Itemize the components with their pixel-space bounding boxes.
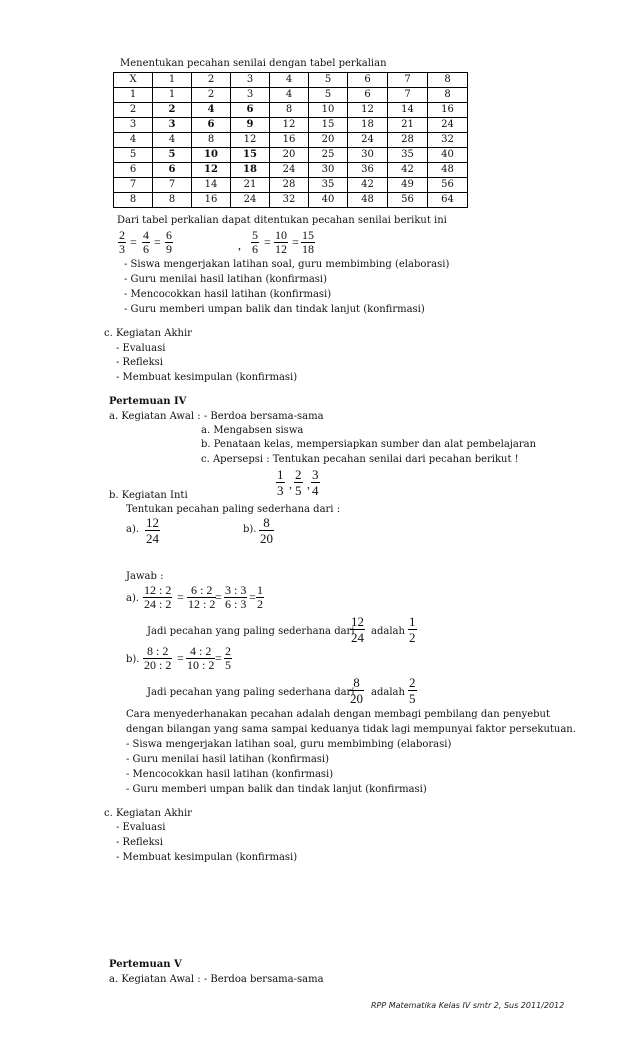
explanation-line: Cara menyederhanakan pecahan adalah dengan membagi pembilang dan penyebut <box>126 709 551 720</box>
activity-item: - Guru memberi umpan balik dan tindak lanjut (konfirmasi) <box>126 784 427 795</box>
answer-b-from: $\frac{8}{20}$ <box>350 675 363 706</box>
table-cell: 56 <box>388 193 428 208</box>
table-row <box>114 118 468 133</box>
table-cell: 12 <box>270 118 309 133</box>
table-cell: 3 <box>114 118 153 133</box>
table-cell: 32 <box>428 133 468 148</box>
table-cell: 36 <box>348 163 388 178</box>
table-cell: 5 <box>309 88 348 103</box>
table-row <box>114 73 468 88</box>
table-cell: 24 <box>270 163 309 178</box>
adalah-label: adalah <box>371 626 405 637</box>
table-cell: 8 <box>114 193 153 208</box>
table-cell: 2 <box>153 103 192 118</box>
table-cell: 4 <box>192 103 231 118</box>
table-row <box>114 163 468 178</box>
table-cell: 7 <box>153 178 192 193</box>
equals-sign: = <box>215 651 222 665</box>
equals-sign: = <box>249 590 256 604</box>
table-cell: 48 <box>348 193 388 208</box>
table-cell: 40 <box>428 148 468 163</box>
table-cell: 15 <box>309 118 348 133</box>
activity-item: - Guru menilai hasil latihan (konfirmasi) <box>126 754 330 765</box>
table-cell: 18 <box>231 163 270 178</box>
table-row <box>114 178 468 193</box>
table-cell: 6 <box>192 118 231 133</box>
table-cell: 4 <box>270 73 309 88</box>
apersepsi-frac2: $\frac{2}{5}$ <box>295 467 302 498</box>
section-heading: c. Kegiatan Akhir <box>104 328 192 339</box>
table-cell: 2 <box>192 73 231 88</box>
list-item: - Refleksi <box>116 357 163 368</box>
question-b-frac: $\frac{8}{20}$ <box>260 515 273 546</box>
list-item: - Membuat kesimpulan (konfirmasi) <box>116 372 298 383</box>
table-cell: 5 <box>153 148 192 163</box>
table-cell: 16 <box>192 193 231 208</box>
list-item: a. Mengabsen siswa <box>201 425 304 436</box>
table-cell: 4 <box>270 88 309 103</box>
equiv2-frac2: $\frac{10}{12}$ <box>275 228 287 256</box>
table-cell: 8 <box>153 193 192 208</box>
table-cell: 9 <box>231 118 270 133</box>
equals-sign: = <box>130 235 137 249</box>
table-row <box>114 103 468 118</box>
table-cell: 8 <box>270 103 309 118</box>
table-row <box>114 148 468 163</box>
answer-a-from: $\frac{12}{24}$ <box>351 614 364 645</box>
equals-sign: = <box>177 651 184 665</box>
table-row <box>114 133 468 148</box>
table-cell: 48 <box>428 163 468 178</box>
answer-a-step2: $\frac{6 : 2}{12 : 2}$ <box>188 583 216 611</box>
table-cell: 18 <box>348 118 388 133</box>
equals-sign: = <box>264 235 271 249</box>
kegiatan-awal-label: a. Kegiatan Awal : - Berdoa bersama-sama <box>109 974 324 985</box>
table-cell: 15 <box>231 148 270 163</box>
table-cell: 28 <box>388 133 428 148</box>
inti-task: Tentukan pecahan paling sederhana dari : <box>126 504 341 515</box>
table-cell: 6 <box>348 88 388 103</box>
table-cell: 10 <box>309 103 348 118</box>
table-cell: 64 <box>428 193 468 208</box>
table-cell: 24 <box>348 133 388 148</box>
list-item: - Refleksi <box>116 837 163 848</box>
table-row <box>114 88 468 103</box>
section-heading: c. Kegiatan Akhir <box>104 808 192 819</box>
table-note: Dari tabel perkalian dapat ditentukan pecahan senilai berikut ini <box>117 215 447 226</box>
table-cell: 16 <box>270 133 309 148</box>
apersepsi-frac3: $\frac{3}{4}$ <box>312 467 319 498</box>
table-cell: 32 <box>270 193 309 208</box>
table-cell: 7 <box>388 88 428 103</box>
activity-item: - Siswa mengerjakan latihan soal, guru membimbing (elaborasi) <box>126 739 452 750</box>
table-cell: 12 <box>231 133 270 148</box>
table-cell: 8 <box>192 133 231 148</box>
table-cell: 28 <box>270 178 309 193</box>
kegiatan-inti-label: b. Kegiatan Inti <box>109 490 188 501</box>
explanation-line: dengan bilangan yang sama sampai keduanya tidak lagi mempunyai faktor persekutuan. <box>126 724 576 735</box>
table-cell: 21 <box>231 178 270 193</box>
table-cell: 30 <box>348 148 388 163</box>
table-cell: 3 <box>153 118 192 133</box>
table-cell: 16 <box>428 103 468 118</box>
table-cell: 42 <box>388 163 428 178</box>
kegiatan-awal-label: a. Kegiatan Awal : - Berdoa bersama-sama <box>109 411 324 422</box>
activity-item: - Mencocokkan hasil latihan (konfirmasi) <box>126 769 334 780</box>
table-cell: 14 <box>192 178 231 193</box>
table-cell: 5 <box>114 148 153 163</box>
table-cell: 12 <box>348 103 388 118</box>
table-cell: 35 <box>388 148 428 163</box>
separator-comma: , <box>238 238 241 252</box>
activity-item: - Siswa mengerjakan latihan soal, guru membimbing (elaborasi) <box>124 259 450 270</box>
table-cell: 1 <box>153 88 192 103</box>
table-cell: 3 <box>231 73 270 88</box>
equiv1-frac1: $\frac{2}{3}$ <box>119 228 125 256</box>
table-cell: 12 <box>192 163 231 178</box>
activity-item: - Mencocokkan hasil latihan (konfirmasi) <box>124 289 332 300</box>
table-cell: 10 <box>192 148 231 163</box>
table-cell: 21 <box>388 118 428 133</box>
table-cell: 30 <box>309 163 348 178</box>
list-item: - Evaluasi <box>116 822 166 833</box>
list-item: c. Apersepsi : Tentukan pecahan senilai dari pecahan berikut ! <box>201 454 519 465</box>
equals-sign: = <box>177 590 184 604</box>
answer-b-label: b). <box>126 654 140 665</box>
table-cell: 14 <box>388 103 428 118</box>
page-footer: RPP Matematika Kelas IV smtr 2, Sus 2011/2012 <box>371 1001 565 1010</box>
table-cell: 2 <box>192 88 231 103</box>
list-item: - Evaluasi <box>116 343 166 354</box>
question-b-label: b). <box>243 524 257 535</box>
equals-sign: = <box>215 590 222 604</box>
question-a-frac: $\frac{12}{24}$ <box>146 515 159 546</box>
table-cell: 35 <box>309 178 348 193</box>
table-cell: 8 <box>428 73 468 88</box>
equiv2-frac1: $\frac{5}{6}$ <box>252 228 258 256</box>
equals-sign: = <box>292 235 299 249</box>
table-cell: 6 <box>114 163 153 178</box>
table-cell: 1 <box>114 88 153 103</box>
table-cell: 7 <box>114 178 153 193</box>
table-cell: 7 <box>388 73 428 88</box>
table-cell: 56 <box>428 178 468 193</box>
table-title: Menentukan pecahan senilai dengan tabel perkalian <box>120 58 387 69</box>
table-cell: 40 <box>309 193 348 208</box>
question-a-label: a). <box>126 524 140 535</box>
activity-item: - Guru menilai hasil latihan (konfirmasi) <box>124 274 328 285</box>
equiv2-frac3: $\frac{15}{18}$ <box>302 228 314 256</box>
table-cell: X <box>114 73 153 88</box>
activity-item: - Guru memberi umpan balik dan tindak lanjut (konfirmasi) <box>124 304 425 315</box>
table-cell: 2 <box>114 103 153 118</box>
answer-b-step2: $\frac{4 : 2}{10 : 2}$ <box>187 644 215 672</box>
table-cell: 24 <box>231 193 270 208</box>
answer-a-step3: $\frac{3 : 3}{6 : 3}$ <box>225 583 247 611</box>
jawab-label: Jawab : <box>126 571 164 582</box>
table-row <box>114 193 468 208</box>
answer-b-to: $\frac{2}{5}$ <box>409 675 416 706</box>
answer-a-step1: $\frac{12 : 2}{24 : 2}$ <box>144 583 172 611</box>
table-cell: 1 <box>153 73 192 88</box>
table-cell: 5 <box>309 73 348 88</box>
table-cell: 20 <box>309 133 348 148</box>
table-cell: 6 <box>153 163 192 178</box>
answer-a-label: a). <box>126 593 140 604</box>
table-cell: 25 <box>309 148 348 163</box>
multiplication-table <box>113 72 468 208</box>
section-title: Pertemuan IV <box>109 396 187 407</box>
separator-comma: , <box>307 477 310 491</box>
table-cell: 4 <box>153 133 192 148</box>
answer-b-result: $\frac{2}{5}$ <box>225 644 231 672</box>
answer-b-step1: $\frac{8 : 2}{20 : 2}$ <box>144 644 172 672</box>
list-item: - Membuat kesimpulan (konfirmasi) <box>116 852 298 863</box>
answer-a-to: $\frac{1}{2}$ <box>409 614 416 645</box>
answer-a-result: $\frac{1}{2}$ <box>257 583 263 611</box>
equiv1-frac2: $\frac{4}{6}$ <box>143 228 149 256</box>
table-cell: 24 <box>428 118 468 133</box>
table-cell: 49 <box>388 178 428 193</box>
separator-comma: , <box>289 477 292 491</box>
answer-a-text: Jadi pecahan yang paling sederhana dari <box>147 626 355 637</box>
table-cell: 6 <box>231 103 270 118</box>
table-cell: 3 <box>231 88 270 103</box>
table-cell: 20 <box>270 148 309 163</box>
table-cell: 6 <box>348 73 388 88</box>
apersepsi-frac1: $\frac{1}{3}$ <box>277 467 284 498</box>
equiv1-frac3: $\frac{6}{9}$ <box>166 228 172 256</box>
answer-b-text: Jadi pecahan yang paling sederhana dari <box>147 687 355 698</box>
list-item: b. Penataan kelas, mempersiapkan sumber dan alat pembelajaran <box>201 439 537 450</box>
table-cell: 42 <box>348 178 388 193</box>
equals-sign: = <box>154 235 161 249</box>
table-cell: 4 <box>114 133 153 148</box>
section-title: Pertemuan V <box>109 959 182 970</box>
table-cell: 8 <box>428 88 468 103</box>
adalah-label: adalah <box>371 687 405 698</box>
